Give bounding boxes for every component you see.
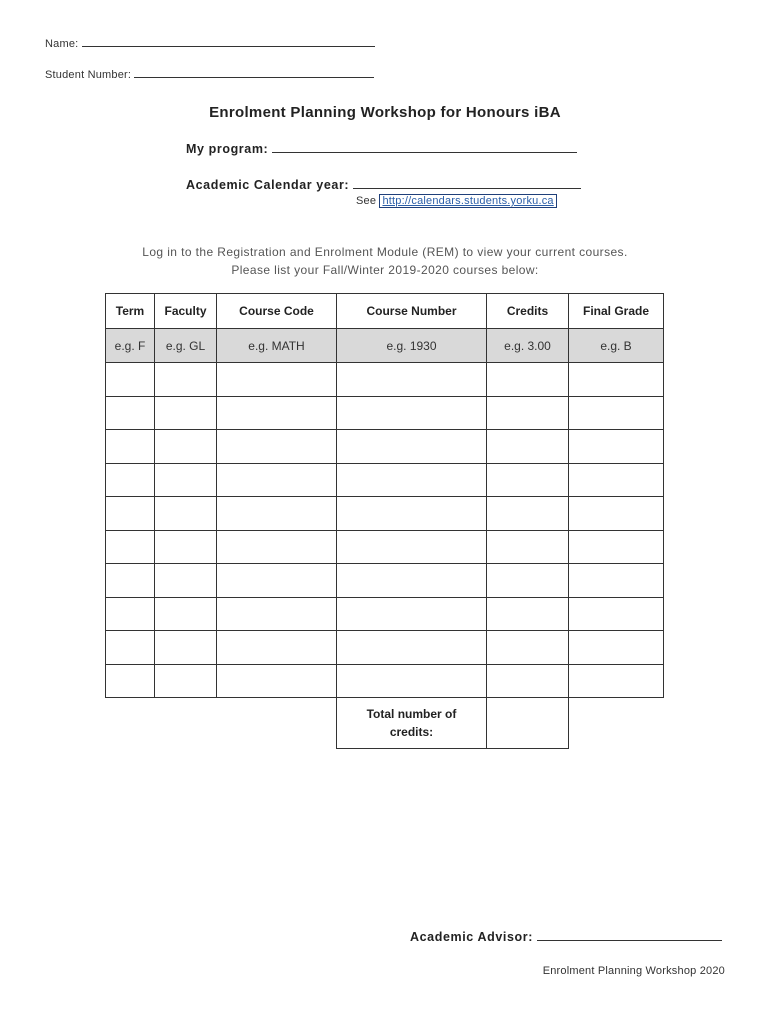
table-cell[interactable] [155, 497, 217, 531]
total-credits-label-line1: Total number of [366, 707, 457, 721]
program-field[interactable] [186, 142, 577, 156]
academic-advisor-blank-line[interactable] [537, 930, 722, 941]
table-cell[interactable] [217, 597, 337, 631]
course-table [105, 293, 664, 749]
example-term: e.g. F [106, 329, 155, 363]
table-cell[interactable] [487, 430, 569, 464]
table-cell[interactable] [217, 363, 337, 397]
total-credits-row [106, 698, 664, 749]
table-cell[interactable] [337, 597, 487, 631]
table-cell[interactable] [569, 530, 664, 564]
total-spacer-right [569, 698, 664, 749]
program-blank-line[interactable] [272, 142, 577, 153]
table-row [106, 530, 664, 564]
calendar-year-blank-line[interactable] [353, 178, 581, 189]
calendar-year-field[interactable] [186, 178, 581, 192]
name-label: Name: [45, 38, 79, 50]
table-cell[interactable] [106, 430, 155, 464]
table-cell[interactable] [569, 363, 664, 397]
table-cell[interactable] [487, 597, 569, 631]
total-credits-label-line2: credits: [389, 725, 434, 739]
table-row [106, 631, 664, 665]
table-row [106, 396, 664, 430]
academic-advisor-field[interactable] [410, 930, 722, 944]
table-cell[interactable] [106, 564, 155, 598]
column-header-credits: Credits [487, 294, 569, 329]
table-cell[interactable] [155, 463, 217, 497]
calendar-link-row [356, 195, 557, 207]
example-credits: e.g. 3.00 [487, 329, 569, 363]
page-title [0, 104, 770, 121]
student-number-field[interactable] [45, 67, 374, 81]
table-cell[interactable] [487, 530, 569, 564]
academic-advisor-label: Academic Advisor: [410, 930, 533, 944]
table-row [106, 664, 664, 698]
table-cell[interactable] [106, 363, 155, 397]
student-number-blank-line[interactable] [134, 67, 374, 78]
student-number-label: Student Number: [45, 69, 132, 81]
table-cell[interactable] [106, 597, 155, 631]
table-cell[interactable] [155, 597, 217, 631]
table-cell[interactable] [217, 396, 337, 430]
table-cell[interactable] [106, 631, 155, 665]
table-cell[interactable] [106, 497, 155, 531]
table-cell[interactable] [337, 530, 487, 564]
table-cell[interactable] [569, 497, 664, 531]
table-cell[interactable] [487, 564, 569, 598]
table-cell[interactable] [487, 363, 569, 397]
table-cell[interactable] [155, 530, 217, 564]
instruction-line-1: Log in to the Registration and Enrolment Module (REM) to view your current courses. [142, 245, 628, 259]
calendar-year-label: Academic Calendar year: [186, 178, 350, 192]
total-credits-value-cell[interactable] [487, 698, 569, 749]
table-cell[interactable] [337, 463, 487, 497]
table-cell[interactable] [337, 363, 487, 397]
column-header-final-grade: Final Grade [569, 294, 664, 329]
table-cell[interactable] [569, 631, 664, 665]
table-cell[interactable] [217, 463, 337, 497]
table-cell[interactable] [217, 564, 337, 598]
table-cell[interactable] [569, 664, 664, 698]
page-footer: Enrolment Planning Workshop 2020 [542, 965, 725, 977]
table-cell[interactable] [106, 530, 155, 564]
table-cell[interactable] [487, 631, 569, 665]
program-label: My program: [186, 142, 269, 156]
column-header-course-code: Course Code [217, 294, 337, 329]
table-cell[interactable] [487, 497, 569, 531]
total-credits-label [337, 698, 487, 749]
table-cell[interactable] [337, 396, 487, 430]
table-cell[interactable] [155, 631, 217, 665]
table-row [106, 463, 664, 497]
table-cell[interactable] [569, 463, 664, 497]
example-course-code: e.g. MATH [217, 329, 337, 363]
table-row [106, 430, 664, 464]
table-cell[interactable] [106, 463, 155, 497]
table-cell[interactable] [569, 597, 664, 631]
table-row [106, 597, 664, 631]
total-spacer [106, 698, 337, 749]
calendar-link[interactable]: http://calendars.students.yorku.ca [379, 194, 556, 208]
page-title-text: Enrolment Planning Workshop for Honours iBA [209, 104, 561, 121]
table-row [106, 497, 664, 531]
name-blank-line[interactable] [82, 36, 375, 47]
example-final-grade: e.g. B [569, 329, 664, 363]
table-cell[interactable] [155, 564, 217, 598]
table-cell[interactable] [337, 564, 487, 598]
table-cell[interactable] [106, 396, 155, 430]
table-cell[interactable] [337, 430, 487, 464]
table-cell[interactable] [217, 530, 337, 564]
table-cell[interactable] [155, 664, 217, 698]
table-cell[interactable] [217, 497, 337, 531]
table-cell[interactable] [337, 497, 487, 531]
example-faculty: e.g. GL [155, 329, 217, 363]
table-header-row [106, 294, 664, 329]
table-cell[interactable] [487, 396, 569, 430]
table-row [106, 564, 664, 598]
table-cell[interactable] [487, 664, 569, 698]
table-cell[interactable] [569, 564, 664, 598]
table-row [106, 363, 664, 397]
table-cell[interactable] [337, 631, 487, 665]
name-field[interactable] [45, 36, 375, 50]
table-cell[interactable] [217, 631, 337, 665]
instruction-line-2: Please list your Fall/Winter 2019-2020 courses below: [231, 263, 539, 277]
table-cell[interactable] [106, 664, 155, 698]
table-cell[interactable] [217, 664, 337, 698]
table-cell[interactable] [155, 396, 217, 430]
table-cell[interactable] [155, 363, 217, 397]
example-course-number: e.g. 1930 [337, 329, 487, 363]
table-cell[interactable] [487, 463, 569, 497]
column-header-term: Term [106, 294, 155, 329]
table-cell[interactable] [337, 664, 487, 698]
example-row [106, 329, 664, 363]
column-header-faculty: Faculty [155, 294, 217, 329]
see-text: See [356, 195, 377, 207]
table-cell[interactable] [569, 430, 664, 464]
table-cell[interactable] [569, 396, 664, 430]
column-header-course-number: Course Number [337, 294, 487, 329]
table-cell[interactable] [155, 430, 217, 464]
table-cell[interactable] [217, 430, 337, 464]
